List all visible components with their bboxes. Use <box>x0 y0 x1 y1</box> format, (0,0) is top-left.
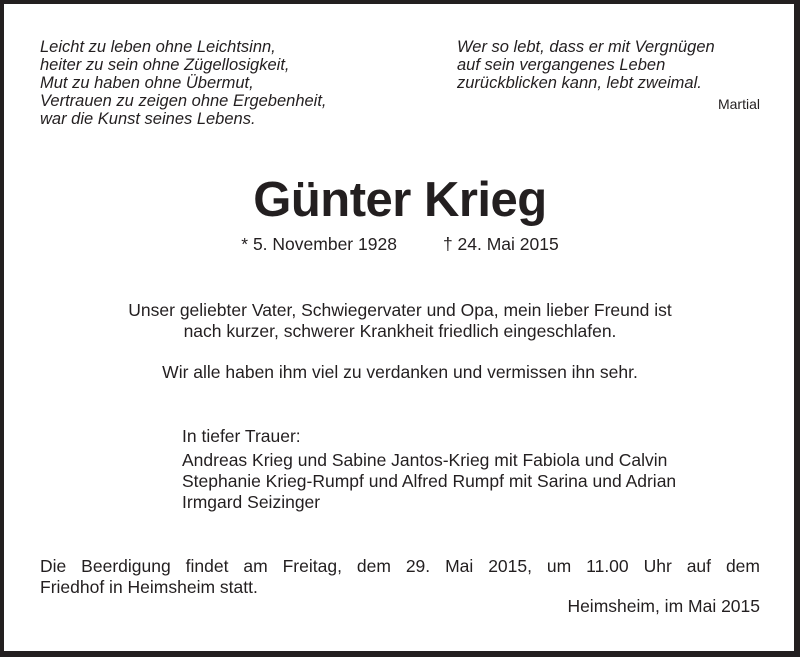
death-date: † 24. Mai 2015 <box>442 234 559 254</box>
birth-date: * 5. November 1928 <box>241 234 397 254</box>
quote-left-line: war die Kunst seines Lebens. <box>40 110 256 128</box>
deceased-name: Günter Krieg <box>253 173 547 227</box>
quote-left-line: Vertrauen zu zeigen ohne Ergebenheit, <box>40 92 327 110</box>
place-date: Heimsheim, im Mai 2015 <box>567 596 760 616</box>
announcement-paragraph <box>0 300 800 342</box>
mourner-line: Stephanie Krieg-Rumpf und Alfred Rumpf mit Sarina und Adrian <box>182 471 677 491</box>
quote-right-line: zurückblicken kann, lebt zweimal. <box>457 74 702 92</box>
funeral-line: Friedhof in Heimsheim statt. <box>40 577 258 597</box>
quote-right <box>457 38 715 92</box>
funeral-line: Die Beerdigung findet am Freitag, dem 29. Mai 2015, um 11.00 Uhr auf dem <box>40 556 760 576</box>
mourner-line: Andreas Krieg und Sabine Jantos-Krieg mit Fabiola und Calvin <box>182 450 668 470</box>
tribute-paragraph: Wir alle haben ihm viel zu verdanken und vermissen ihn sehr. <box>162 362 638 382</box>
mourners-label: In tiefer Trauer: <box>182 426 301 446</box>
quote-right-line: auf sein vergangenes Leben <box>457 56 666 74</box>
quote-attribution: Martial <box>717 96 760 112</box>
quote-left-line: heiter zu sein ohne Zügellosigkeit, <box>40 56 290 74</box>
life-dates <box>0 233 800 255</box>
announcement-line: nach kurzer, schwerer Krankheit friedlich eingeschlafen. <box>183 321 617 341</box>
mourners-block <box>182 426 676 513</box>
quote-right-line: Wer so lebt, dass er mit Vergnügen <box>457 38 715 56</box>
mourner-line: Irmgard Seizinger <box>182 492 321 512</box>
funeral-notice <box>40 556 760 598</box>
quote-left <box>40 38 327 128</box>
quote-left-line: Leicht zu leben ohne Leichtsinn, <box>40 38 276 56</box>
quote-left-line: Mut zu haben ohne Übermut, <box>40 74 254 92</box>
announcement-line: Unser geliebter Vater, Schwiegervater und Opa, mein lieber Freund ist <box>128 300 672 320</box>
